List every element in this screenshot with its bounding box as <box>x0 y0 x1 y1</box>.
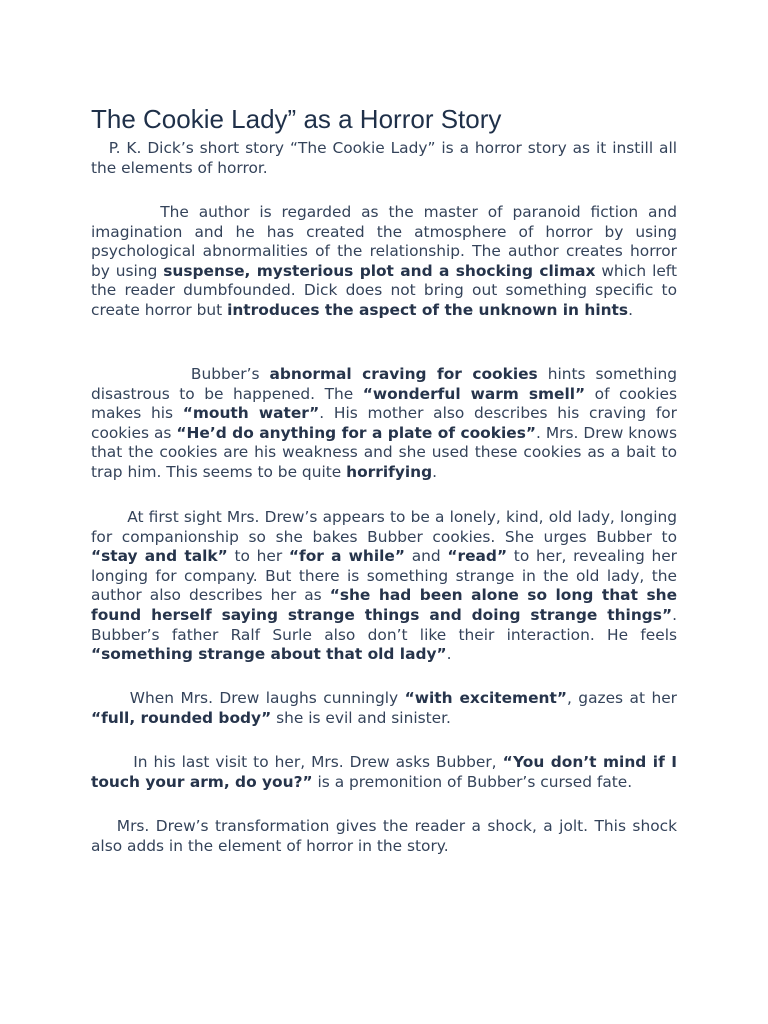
text-run: . Mrs. Drew knows that the cookies are his weakness and she used these cookies as a bait to trap him. This seems to be quite <box>91 423 677 481</box>
bold-text-run: “mouth water” <box>182 404 320 423</box>
document-title: The Cookie Lady” as a Horror Story <box>91 104 502 134</box>
paragraph-bubber-craving <box>91 365 677 483</box>
text-run: Mrs. Drew’s transformation gives the reader a shock, a jolt. This shock also adds in the element of horror in the story. <box>91 817 677 855</box>
text-run: to her <box>227 547 289 566</box>
text-run: At first sight Mrs. Drew’s appears to be a lonely, kind, old lady, longing for companionship so she bakes Bubber cookies. She urges Bubber to <box>91 508 678 546</box>
bold-text-run: introduces the aspect of the unknown in hints <box>227 300 629 319</box>
text-run: When Mrs. Drew laughs cunningly <box>129 689 405 707</box>
paragraph-indent <box>91 753 133 771</box>
bold-text-run: suspense, mysterious plot and a shocking climax <box>163 261 596 280</box>
bold-text-run: “wonderful warm smell” <box>362 384 586 403</box>
paragraph-mrs-drew <box>91 508 677 665</box>
bold-text-run: “read” <box>447 547 508 566</box>
bold-text-run: abnormal craving for cookies <box>269 365 538 383</box>
text-run: . <box>628 300 633 319</box>
text-run: . Bubber’s father Ralf Surle also don’t like their interaction. He feels <box>91 605 677 644</box>
paragraph-indent <box>91 365 191 383</box>
bold-text-run: “stay and talk” <box>91 547 228 566</box>
bold-text-run: “for a while” <box>288 547 405 566</box>
paragraph-indent <box>91 508 127 526</box>
text-run: is a premonition of Bubber’s cursed fate. <box>312 772 633 791</box>
text-run: The author is regarded as the master of paranoid fiction and imagination and he has created the atmosphere of horror by using psychological abnormalities of the relationship. The author creates horror by using <box>91 203 677 280</box>
text-run: and <box>404 547 448 566</box>
text-run: hints something disastrous to be happened. The <box>91 365 678 403</box>
text-run: In his last visit to her, Mrs. Drew asks Bubber, <box>133 753 503 771</box>
text-run: . <box>432 462 438 481</box>
text-run: of cookies makes his <box>91 384 677 423</box>
bold-text-run: “something strange about that old lady” <box>91 645 447 664</box>
paragraph-author <box>91 203 677 321</box>
paragraph-indent <box>91 817 117 835</box>
bold-text-run: “with excitement” <box>404 689 567 707</box>
paragraph-last-visit <box>91 753 677 792</box>
paragraph-intro <box>91 139 677 178</box>
text-run: which left the reader dumbfounded. Dick does not bring out something specific to create horror but <box>91 261 677 319</box>
text-run: to her, revealing her longing for company. But there is something strange in the old lady, the author also describes her as <box>91 547 677 605</box>
paragraph-transformation <box>91 817 677 856</box>
paragraph-indent <box>91 203 160 221</box>
text-run: P. K. Dick’s short story “The Cookie Lady” is a horror story as it instill all the elements of horror. <box>91 139 677 177</box>
paragraph-indent <box>91 139 109 157</box>
bold-text-run: “full, rounded body” <box>91 708 272 727</box>
bold-text-run: horrifying <box>346 462 433 481</box>
text-run: . His mother also describes his craving for cookies as <box>91 404 678 442</box>
paragraph-laughs <box>91 689 677 728</box>
text-run: she is evil and sinister. <box>271 708 451 727</box>
text-run: , gazes at her <box>566 689 678 707</box>
bold-text-run: “she had been alone so long that she found herself saying strange things and doing strange things” <box>91 586 678 624</box>
bold-text-run: “He’d do anything for a plate of cookies” <box>176 423 536 442</box>
bold-text-run: “You don’t mind if I touch your arm, do you?” <box>91 753 677 791</box>
text-run: . <box>446 645 452 664</box>
text-run: Bubber’s <box>190 365 270 383</box>
paragraph-indent <box>91 689 130 707</box>
